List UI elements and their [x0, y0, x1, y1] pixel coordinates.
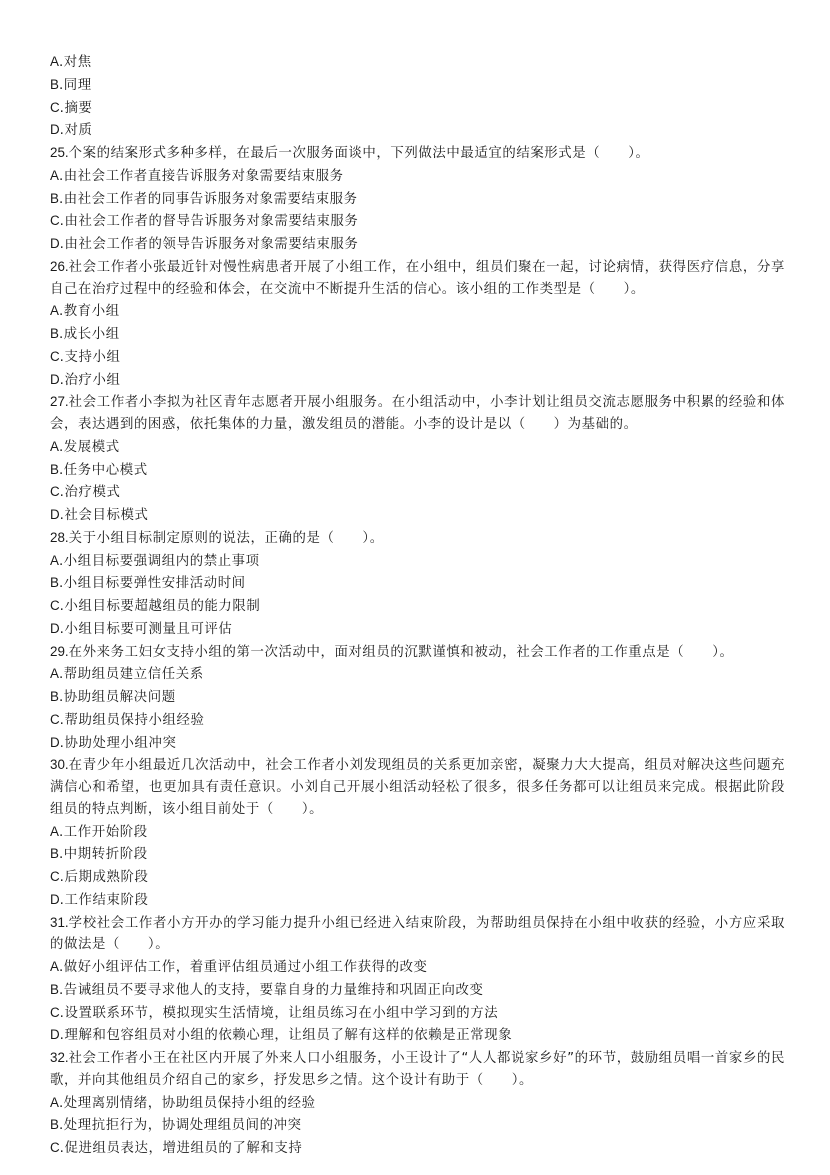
option-d: D.对质 [50, 122, 93, 139]
question-29 [50, 641, 785, 755]
question-25 [50, 142, 785, 256]
question-27 [50, 391, 785, 527]
option-b: B.由社会工作者的同事告诉服务对象需要结束服务 [50, 190, 358, 207]
option-a: A.处理离别情绪，协助组员保持小组的经验 [50, 1094, 316, 1111]
option-b: B.协助组员解决问题 [50, 689, 176, 705]
option-a: A.由社会工作者直接告诉服务对象需要结束服务 [50, 167, 344, 184]
option-a: A.帮助组员建立信任关系 [50, 666, 204, 683]
option-b: B.告诫组员不要寻求他人的支持，要靠自身的力量维持和巩固正向改变 [50, 981, 484, 998]
option-d: D.协助处理小组冲突 [50, 734, 177, 751]
option-b: B.任务中心模式 [50, 461, 148, 478]
question-26 [50, 256, 785, 392]
option-d: D.治疗小组 [50, 371, 121, 388]
option-c: C.后期成熟阶段 [50, 869, 149, 885]
question-stem: 30.在青少年小组最近几次活动中，社会工作者小刘发现组员的关系更加亲密，凝聚力大大提高，组员对解决这些问题充满信心和希望，也更加具有责任意识。小刘自己开展小组活动轻松了很多，很多任务都可以让组员来完成。根据此阶段组员的特点判断，该小组目前处于（ ）。 [50, 757, 785, 817]
option-a: A.教育小组 [50, 303, 120, 320]
option-a: A.做好小组评估工作，着重评估组员通过小组工作获得的改变 [50, 959, 428, 975]
option-c: C.帮助组员保持小组经验 [50, 711, 205, 728]
question-stem: 32.社会工作者小王在社区内开展了外来人口小组服务，小王设计了“人人都说家乡好”的环节，鼓励组员唱一首家乡的民歌，并向其他组员介绍自己的家乡，抒发思乡之情。这个设计有助于（ ）。 [50, 1050, 785, 1088]
question-stem: 26.社会工作者小张最近针对慢性病患者开展了小组工作，在小组中，组员们聚在一起，讨论病情，获得医疗信息，分享自己在治疗过程中的经验和体会，在交流中不断提升生活的信心。该小组的工作类型是（ ）。 [50, 258, 785, 297]
option-a: A.工作开始阶段 [50, 823, 148, 840]
option-c: C.小组目标要超越组员的能力限制 [50, 598, 261, 614]
option-c: C.促进组员表达，增进组员的了解和支持 [50, 1140, 303, 1156]
question-stem: 27.社会工作者小李拟为社区青年志愿者开展小组服务。在小组活动中，小李计划让组员交流志愿服务中积累的经验和体会，表达遇到的困惑，依托集体的力量，激发组员的潜能。小李的设计是以（ ）为基础的。 [50, 394, 785, 432]
option-d: D.理解和包容组员对小组的依赖心理，让组员了解有这样的依赖是正常现象 [50, 1027, 513, 1044]
exam-page [50, 51, 785, 1160]
option-b: B.小组目标要弹性安排活动时间 [50, 575, 246, 592]
option-d: D.社会目标模式 [50, 507, 149, 523]
question-stem: 31.学校社会工作者小方开办的学习能力提升小组已经进入结束阶段，为帮助组员保持在小组中收获的经验，小方应采取的做法是（ ）。 [50, 914, 785, 953]
option-c: C.支持小组 [50, 348, 121, 365]
question-stem: 29.在外来务工妇女支持小组的第一次活动中，面对组员的沉默谨慎和被动，社会工作者的工作重点是（ ）。 [50, 643, 734, 660]
option-d: D.工作结束阶段 [50, 891, 149, 908]
question-31 [50, 912, 785, 1048]
option-b: B.处理抗拒行为，协调处理组员间的冲突 [50, 1117, 302, 1134]
question-28 [50, 527, 785, 641]
option-a: A.发展模式 [50, 438, 120, 455]
option-c: C.摘要 [50, 99, 93, 116]
option-b: B.中期转折阶段 [50, 846, 148, 863]
option-b: B.成长小组 [50, 326, 120, 342]
option-c: C.治疗模式 [50, 484, 121, 501]
option-d: D.由社会工作者的领导告诉服务对象需要结束服务 [50, 236, 359, 252]
option-c: C.设置联系环节，模拟现实生活情境，让组员练习在小组中学习到的方法 [50, 1004, 499, 1021]
option-a: A.小组目标要强调组内的禁止事项 [50, 552, 260, 569]
option-d: D.小组目标要可测量且可评估 [50, 620, 233, 637]
leading-options [50, 51, 785, 142]
option-b: B.同理 [50, 76, 92, 93]
question-stem: 28.关于小组目标制定原则的说法，正确的是（ ）。 [50, 529, 384, 546]
question-stem: 25.个案的结案形式多种多样，在最后一次服务面谈中，下列做法中最适宜的结案形式是（ ）。 [50, 145, 650, 161]
question-32 [50, 1047, 785, 1160]
option-c: C.由社会工作者的督导告诉服务对象需要结束服务 [50, 213, 359, 230]
question-30 [50, 754, 785, 911]
option-a: A.对焦 [50, 54, 92, 70]
